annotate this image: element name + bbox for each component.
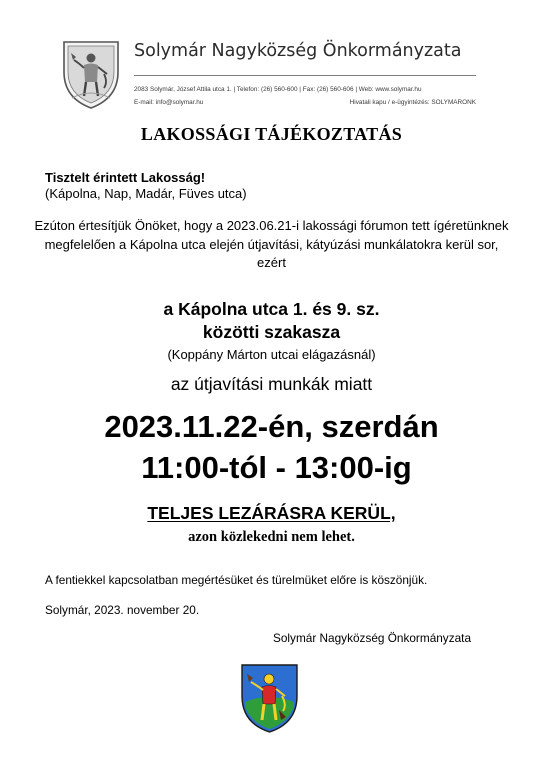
signature: Solymár Nagyközség Önkormányzata xyxy=(273,631,472,645)
full-closure-heading: TELJES LEZÁRÁSRA KERÜL, xyxy=(147,503,396,523)
contact-email: E-mail: info@solymar.hu xyxy=(134,99,204,106)
contact-address-line: 2083 Solymár, József Attila utca 1. | Telefon: (26) 560-600 | Fax: (26) 560-606 | Web: www.solymar.hu xyxy=(134,86,422,93)
place-and-date: Solymár, 2023. november 20. xyxy=(45,603,200,617)
closure-time: 11:00-tól - 13:00-ig xyxy=(141,450,412,485)
junction-note: (Koppány Márton utcai elágazásnál) xyxy=(167,347,376,362)
intro-paragraph: Ezúton értesítjük Önöket, hogy a 2023.06.21-i lakossági fórumon tett ígéretünknek megfelelően a Kápolna utca elején útjavítási, kátyúzási munkálatokra kerül sor, ezért xyxy=(34,218,509,270)
greeting: Tisztelt érintett Lakosság! xyxy=(45,170,206,185)
no-traffic-note: azon közlekedni nem lehet. xyxy=(188,529,355,545)
thanks-paragraph: A fentiekkel kapcsolatban megértésüket és türelmüket előre is köszönjük. xyxy=(45,573,428,587)
affected-streets: (Kápolna, Nap, Madár, Füves utca) xyxy=(45,186,247,201)
coat-of-arms-icon xyxy=(239,662,300,734)
road-section-line-2: közötti szakasza xyxy=(202,322,341,342)
header-divider xyxy=(134,75,476,76)
notice-title: LAKOSSÁGI TÁJÉKOZTATÁS xyxy=(140,124,403,144)
closure-date: 2023.11.22-én, szerdán xyxy=(104,409,439,444)
letterhead xyxy=(0,0,543,120)
contact-portal: Hivatali kapu / e-ügyintézés: SOLYMARONK xyxy=(349,99,476,106)
coat-of-arms-icon xyxy=(60,38,122,110)
road-section xyxy=(0,298,543,344)
closure-reason: az útjavítási munkák miatt xyxy=(170,374,373,394)
road-section-line-1: a Kápolna utca 1. és 9. sz. xyxy=(163,299,380,319)
organization-name: Solymár Nagyközség Önkormányzata xyxy=(134,41,462,61)
